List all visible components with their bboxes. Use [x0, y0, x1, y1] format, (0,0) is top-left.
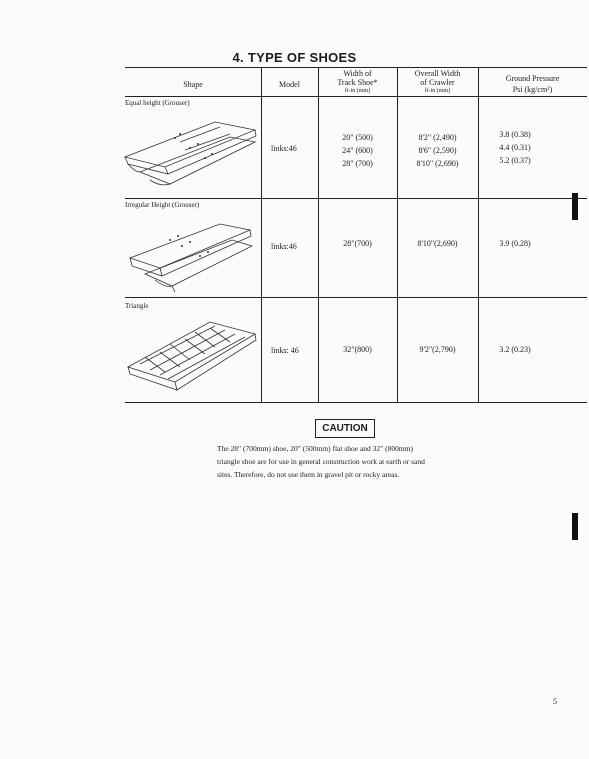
row-label-equal-height: Equal height (Grouser) — [125, 99, 190, 107]
width-value: 28" (700) — [342, 159, 373, 168]
page-number: 5 — [553, 697, 557, 706]
width-value: 28"(700) — [343, 239, 372, 248]
caution-label: CAUTION — [322, 423, 368, 434]
row-divider — [125, 297, 587, 298]
row-pressure — [478, 237, 552, 250]
column-divider — [261, 67, 262, 402]
pressure-value: 5.2 (0.37) — [499, 156, 531, 165]
width-value: 24" (600) — [342, 146, 373, 155]
header-overall-unit: ft-in (mm) — [424, 88, 451, 94]
overall-value: 8'6" (2,590) — [418, 146, 457, 155]
margin-marker-bar — [572, 193, 578, 220]
caution-text-line: triangle shoe are for use in general construction work at earth or sand — [217, 457, 425, 466]
header-width — [318, 69, 397, 96]
overall-value: 8'2" (2,490) — [418, 133, 457, 142]
width-value: 20" (500) — [342, 133, 373, 142]
row-widths — [318, 343, 397, 356]
header-overall-line2: of Crawler — [420, 78, 455, 87]
row-model: links: 46 — [271, 346, 299, 355]
pressure-value: 3.2 (0.23) — [499, 345, 531, 354]
table-bottom-rule — [125, 402, 587, 403]
header-overall-line1: Overall Width — [414, 69, 461, 78]
header-bottom-rule — [125, 96, 587, 97]
header-overall — [397, 69, 478, 96]
header-shape: Shape — [183, 80, 203, 89]
margin-marker-bar — [572, 513, 578, 540]
header-width-line2: Track Shoe* — [337, 78, 378, 87]
table-top-rule — [125, 67, 587, 68]
caution-note — [217, 442, 517, 481]
row-label-triangle: Triangle — [125, 302, 149, 310]
equal-height-shoe-illustration — [120, 112, 260, 192]
row-widths — [318, 237, 397, 250]
row-model: links:46 — [271, 144, 297, 153]
header-ground — [478, 74, 587, 94]
triangle-shoe-illustration — [120, 312, 260, 397]
row-overall — [397, 343, 478, 356]
row-widths — [318, 131, 397, 170]
row-pressure — [478, 128, 552, 167]
row-divider — [125, 198, 587, 199]
row-overall — [397, 237, 478, 250]
caution-box — [315, 419, 375, 438]
width-value: 32"(800) — [343, 345, 372, 354]
row-overall — [397, 131, 478, 170]
header-model: Model — [279, 80, 300, 89]
header-width-line1: Width of — [343, 69, 372, 78]
caution-text-line: sites. Therefore, do not use them in gravel pit or rocky areas. — [217, 470, 400, 479]
overall-value: 8'10" (2,690) — [416, 159, 459, 168]
row-pressure — [478, 343, 552, 356]
overall-value: 9'2"(2,790) — [419, 345, 456, 354]
caution-text-line: The 28" (700mm) shoe, 20" (500mm) flat shoe and 32" (800mm) — [217, 444, 414, 453]
page-title: 4. TYPE OF SHOES — [232, 50, 357, 65]
pressure-value: 3.9 (0.28) — [499, 239, 531, 248]
row-label-irregular-height: Irregular Height (Grouser) — [125, 201, 200, 209]
row-model: links:46 — [271, 242, 297, 251]
header-width-unit: ft-in (mm) — [344, 88, 371, 94]
irregular-height-shoe-illustration — [120, 216, 260, 294]
header-ground-unit: Psi (kg/cm²) — [512, 85, 553, 94]
pressure-value: 3.8 (0.38) — [499, 130, 531, 139]
overall-value: 8'10"(2,690) — [417, 239, 458, 248]
header-ground-line1: Ground Pressure — [505, 74, 560, 83]
pressure-value: 4.4 (0.31) — [499, 143, 531, 152]
